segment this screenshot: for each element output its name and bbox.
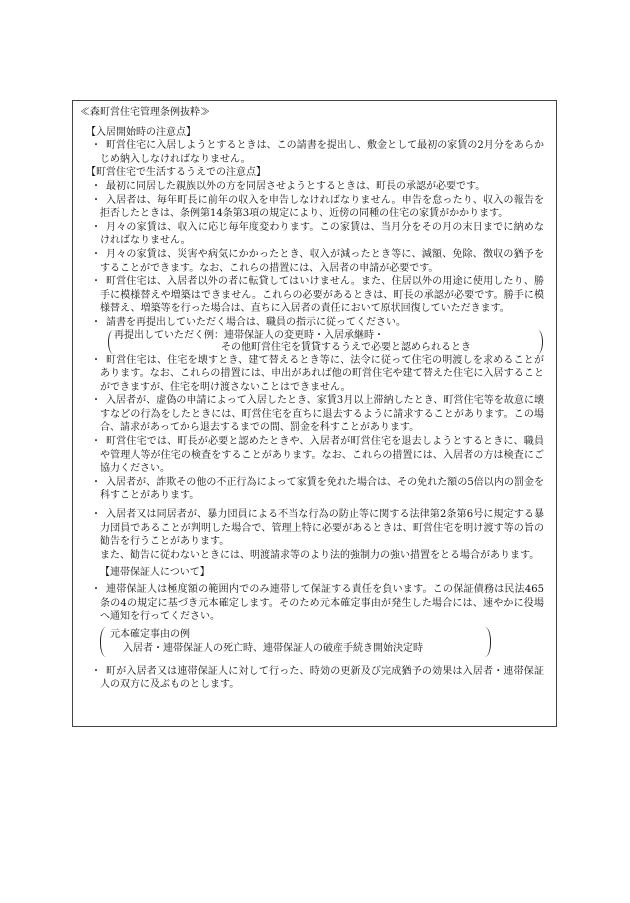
list-item-text: 請書を再提出していただく場合は、職員の指示に従ってください。 bbox=[106, 316, 406, 328]
bullet-marker: ・ bbox=[91, 316, 101, 328]
bullet-marker: ・ bbox=[91, 395, 101, 407]
bullet-marker: ・ bbox=[91, 509, 101, 521]
resubmit-example-note bbox=[108, 330, 543, 354]
bullet-marker: ・ bbox=[91, 584, 101, 595]
principal-note-line: 入居者・連帯保証人の死亡時、連帯保証人の破産手続き開始決定時 bbox=[123, 642, 423, 654]
warning-followup-text: また、勧告に従わないときには、明渡請求等のより法的強制力の強い措置をとる場合があります。 bbox=[100, 549, 540, 561]
list-item bbox=[91, 508, 544, 549]
bullet-marker: ・ bbox=[91, 221, 101, 233]
list-item bbox=[91, 476, 544, 503]
bullet-marker: ・ bbox=[91, 248, 101, 260]
list-item bbox=[91, 221, 544, 248]
principal-note-line: 元本確定事由の例 bbox=[110, 628, 190, 640]
list-item-text: 入居者が、虚偽の申請によって入居したとき、家賃3月以上滞納したとき、町営住宅等を故意に壊すなどの行為をしたときには、町営住宅を直ちに退去するように請求することがあります。この場合、請求があってから退去するまでの間、罰金を科すことがあります。 bbox=[100, 395, 544, 434]
bullet-marker: ・ bbox=[91, 436, 101, 448]
list-item bbox=[91, 394, 544, 435]
list-item bbox=[91, 665, 544, 692]
bullet-marker: ・ bbox=[91, 476, 101, 488]
list-item bbox=[91, 435, 544, 476]
list-item-text: 入居者は、毎年町長に前年の収入を申告しなければなりません。申告を怠ったり、収入の報告を拒否したときは、条例第14条第3項の規定により、近傍の同種の住宅の家賃がかかります。 bbox=[100, 194, 544, 220]
bullet-marker: ・ bbox=[91, 140, 101, 152]
bullet-marker: ・ bbox=[91, 180, 101, 192]
list-item-text: 町が入居者又は連帯保証人に対して行った、時効の更新及び完成猶予の効果は入居者・連帯保証人の双方に及ぶものとします。 bbox=[100, 665, 544, 691]
list-item-text: 町営住宅では、町長が必要と認めたときや、入居者が町営住宅を退去しようとするときに、職員や管理人等が住宅の検査をすることがあります。なお、これらの措置には、入居者の方は検査にご協力ください。 bbox=[100, 436, 544, 475]
document-title: ≪森町営住宅管理条例抜粋≫ bbox=[80, 107, 210, 118]
list-item bbox=[91, 194, 544, 221]
list-item bbox=[91, 139, 544, 166]
bullet-marker: ・ bbox=[91, 665, 101, 677]
list-item-text: 町営住宅は、入居者以外の者に転貸してはいけません。また、住居以外の用途に使用したり、勝手に模様替えや増築はできません。これらの必要があるときは、町長の承認が必要です。勝手に模様替え、増築等を行った場合は、直ちに入居者の責任において原状回復していただきます。 bbox=[100, 276, 544, 315]
list-item-text: 最初に同居した親族以外の方を同居させようとするときは、町長の承認が必要です。 bbox=[106, 180, 486, 192]
section-heading-guarantor: 【連帯保証人について】 bbox=[100, 567, 210, 579]
resubmit-example-line: その他町営住宅を賃貸するうえで必要と認められるとき bbox=[221, 341, 471, 353]
principal-determination-note bbox=[100, 627, 491, 657]
bullet-marker: ・ bbox=[91, 276, 101, 288]
list-item bbox=[91, 354, 544, 395]
list-item-text: 町営住宅は、住宅を壊すとき、建て替えるとき等に、法令に従って住宅の明渡しを求めることがあります。なお、これらの措置には、申出があれば他の町営住宅や建て替えた住宅に入居することができますが、住宅を明け渡さないことはできません。 bbox=[100, 354, 544, 393]
bullet-marker: ・ bbox=[91, 194, 101, 206]
bullet-marker: ・ bbox=[91, 354, 101, 366]
ordinance-excerpt-frame bbox=[72, 100, 557, 727]
list-item-text: 連帯保証人は極度額の範囲内でのみ連帯して保証する責任を負います。この保証債務は民法465条の4の規定に基づき元本確定します。そのため元本確定事由が発生した場合には、速やかに役場へ通知を行ってください。 bbox=[100, 584, 544, 623]
list-item bbox=[91, 180, 544, 194]
list-item bbox=[91, 583, 544, 624]
resubmit-example-line: 再提出していただく例：連帯保証人の変更時・入居承継時・ bbox=[114, 329, 384, 341]
list-item-text: 月々の家賃は、収入に応じ毎年度変わります。この家賃は、当月分をその月の末日までに納めなければなりません。 bbox=[100, 221, 544, 247]
list-item-text: 町営住宅に入居しようとするときは、この請書を提出し、敷金として最初の家賃の2月分をあらかじめ納入しなければなりません。 bbox=[100, 140, 544, 165]
list-item-text: 月々の家賃は、災害や病気にかかったとき、収入が減ったとき等に、減額、免除、徴収の猶予をすることができます。なお、これらの措置には、入居者の申請が必要です。 bbox=[100, 248, 544, 274]
list-item bbox=[91, 316, 544, 330]
list-item bbox=[91, 248, 544, 275]
section-heading-move-in: 【入居開始時の注意点】 bbox=[86, 126, 196, 138]
section-heading-living: 【町営住宅で生活するうえでの注意点】 bbox=[86, 167, 266, 179]
list-item-text: 入居者又は同居者が、暴力団員による不当な行為の防止等に関する法律第2条第6号に規定する暴力団員であることが判明した場合で、管理上特に必要があるときは、町営住宅を明け渡す等の旨の勧告を行うことがあります。 bbox=[100, 509, 544, 548]
list-item-text: 入居者が、詐欺その他の不正行為によって家賃を免れた場合は、その免れた額の5倍以内の罰金を科すことがあります。 bbox=[100, 476, 544, 502]
list-item bbox=[91, 275, 544, 316]
